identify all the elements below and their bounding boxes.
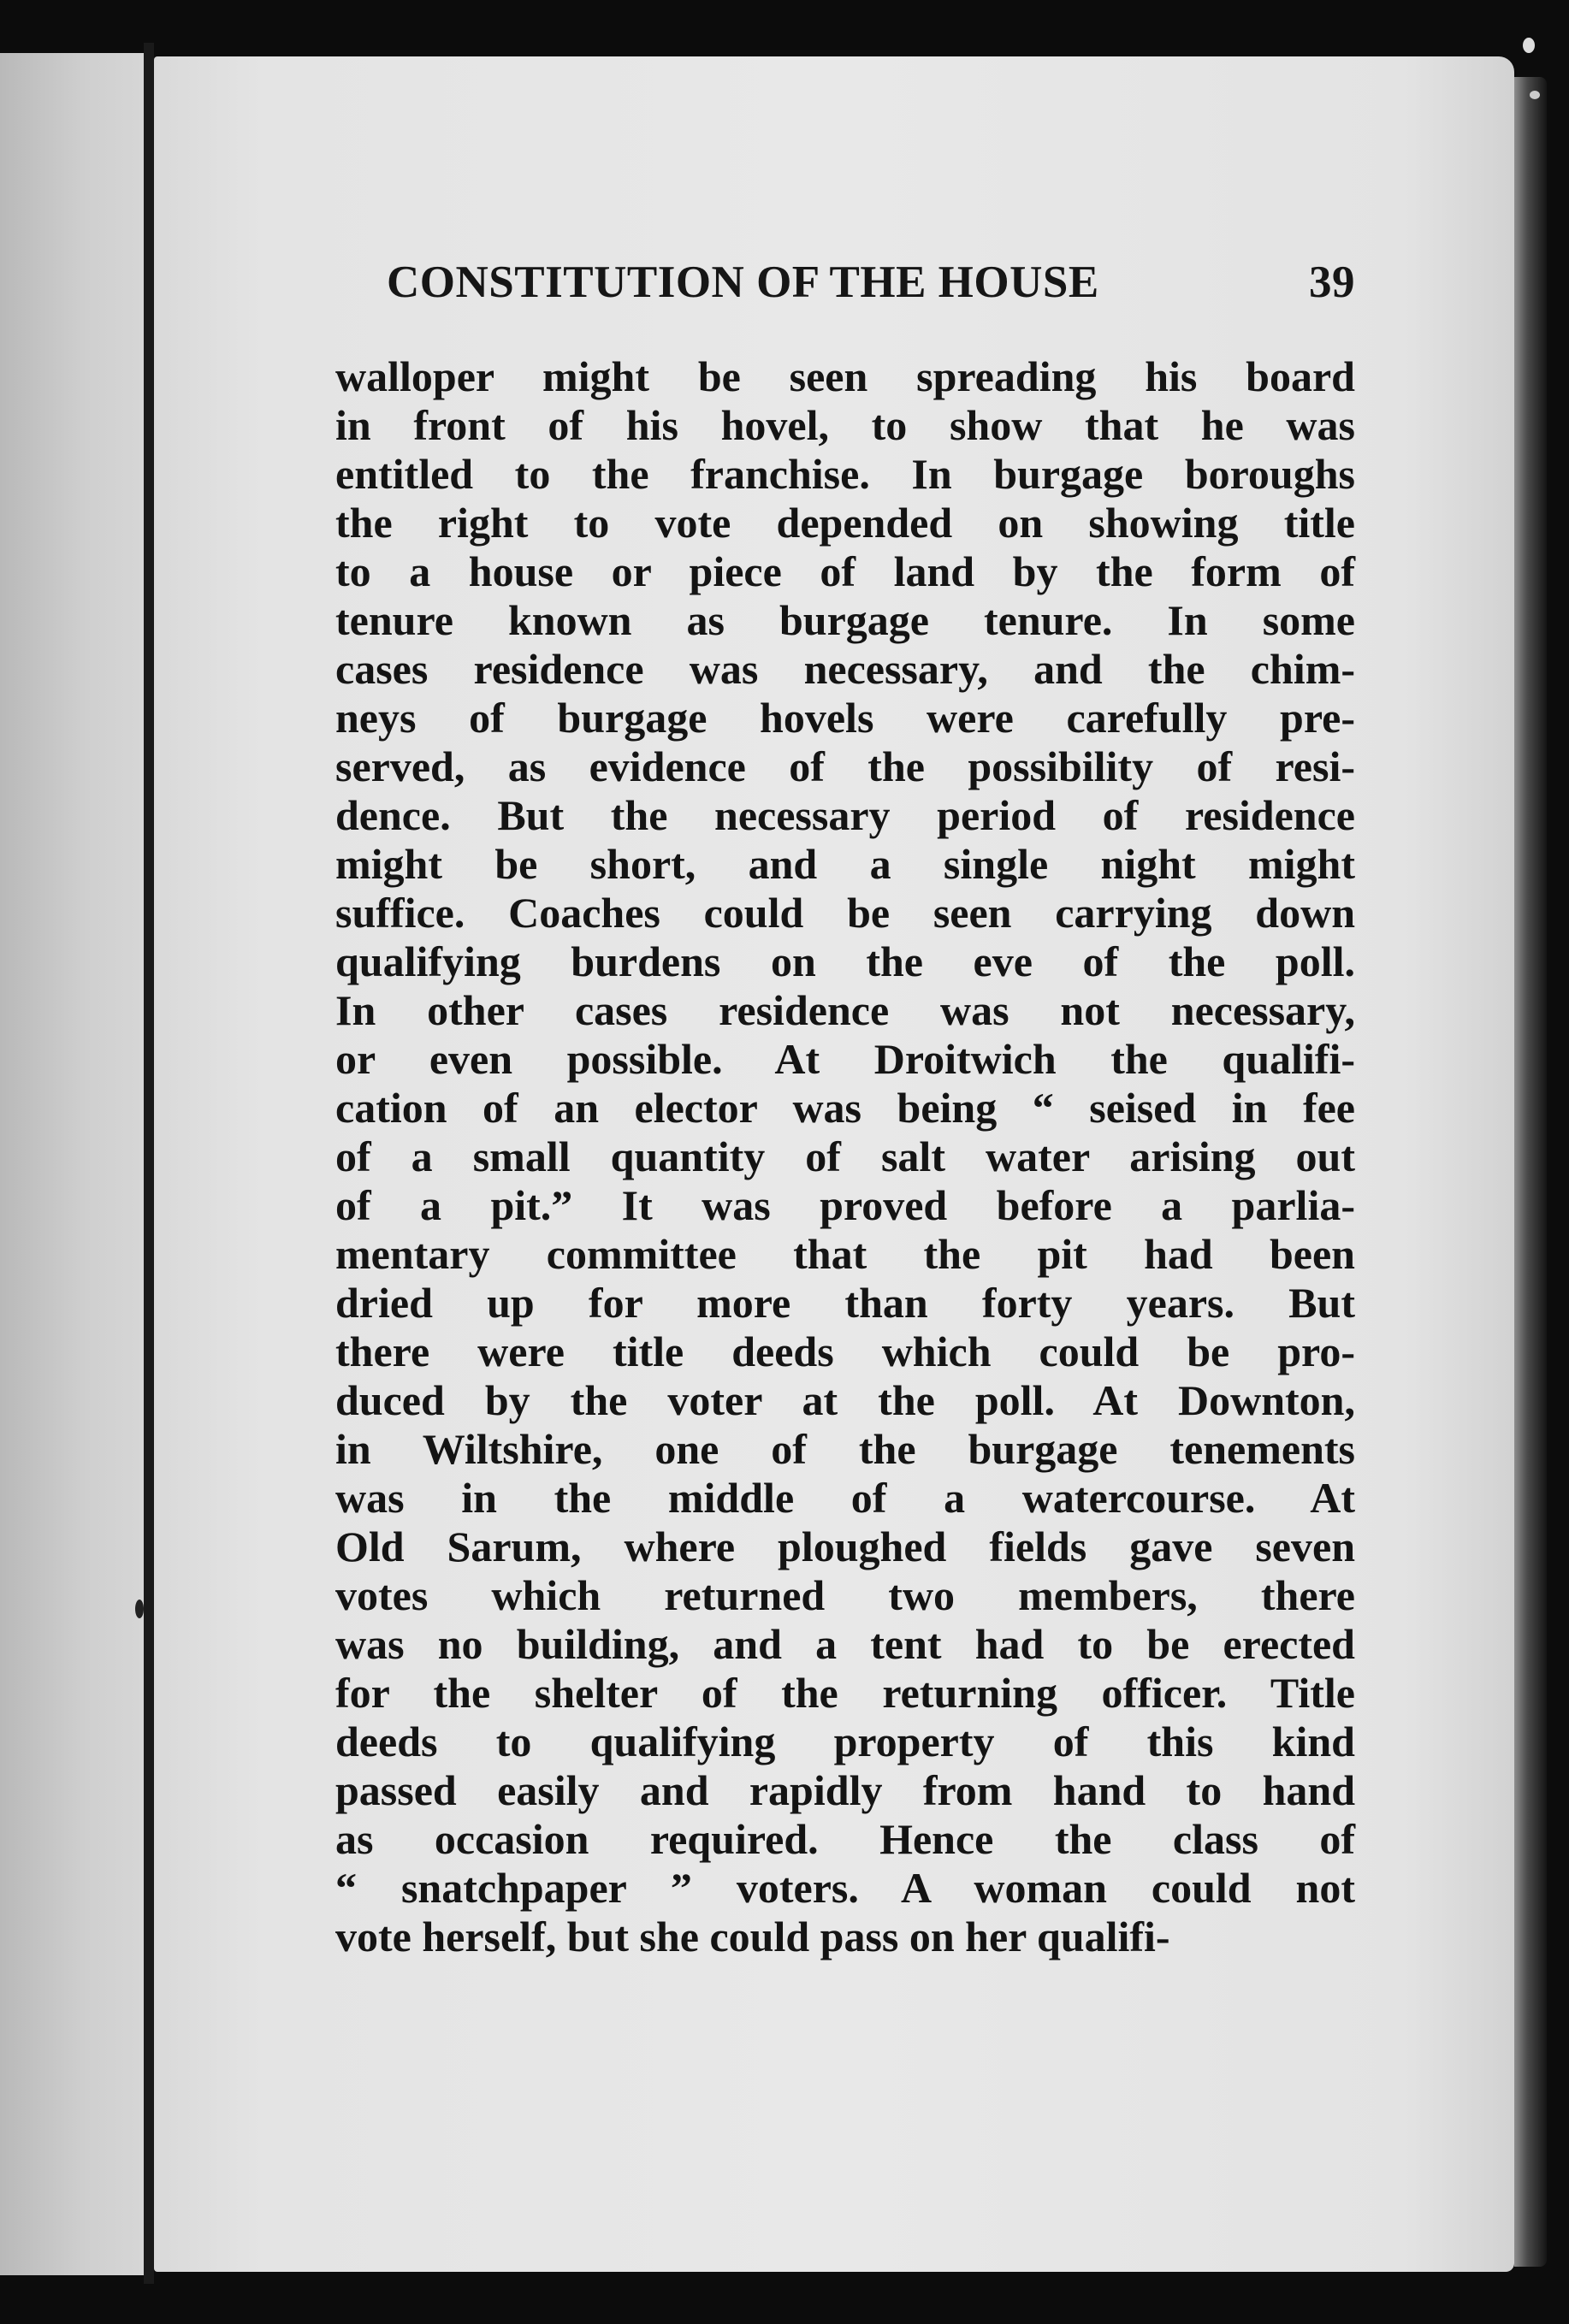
text-line: was in the middle of a watercourse. At [335, 1474, 1355, 1522]
text-line: or even possible. At Droitwich the qualifi- [335, 1035, 1355, 1083]
text-line: deeds to qualifying property of this kind [335, 1718, 1355, 1765]
text-line: walloper might be seen spreading his board [335, 352, 1355, 400]
text-line: there were title deeds which could be pro- [335, 1328, 1355, 1375]
page-header [387, 257, 1355, 308]
facing-page-edge [0, 53, 144, 2275]
text-line: the right to vote depended on showing title [335, 499, 1355, 547]
running-head: CONSTITUTION OF THE HOUSE [387, 257, 1099, 307]
text-line: Old Sarum, where ploughed fields gave seven [335, 1523, 1355, 1570]
page-number: 39 [1309, 257, 1355, 307]
text-line: might be short, and a single night might [335, 840, 1355, 888]
text-line: of a small quantity of salt water arising out [335, 1132, 1355, 1180]
text-line: duced by the voter at the poll. At Downton, [335, 1376, 1355, 1424]
text-line: cases residence was necessary, and the chim- [335, 645, 1355, 693]
text-line: for the shelter of the returning officer. Title [335, 1669, 1355, 1717]
page-edge-shadow [1514, 77, 1547, 2267]
text-line: cation of an elector was being “ seised in fee [335, 1084, 1355, 1132]
text-line: dence. But the necessary period of residence [335, 791, 1355, 839]
text-line: passed easily and rapidly from hand to hand [335, 1766, 1355, 1814]
text-line: neys of burgage hovels were carefully pre- [335, 694, 1355, 742]
text-line: dried up for more than forty years. But [335, 1279, 1355, 1327]
book-gutter [144, 43, 154, 2284]
text-line: vote herself, but she could pass on her qualifi- [335, 1913, 1170, 1960]
text-line: in front of his hovel, to show that he was [335, 401, 1355, 449]
speck-mark [1530, 91, 1540, 99]
text-line: votes which returned two members, there [335, 1571, 1355, 1619]
text-line: “ snatchpaper ” voters. A woman could not [335, 1864, 1355, 1912]
text-line: suffice. Coaches could be seen carrying down [335, 889, 1355, 937]
speck-mark [1523, 38, 1535, 53]
text-line: of a pit.” It was proved before a parlia- [335, 1181, 1355, 1229]
text-line: qualifying burdens on the eve of the poll. [335, 937, 1355, 985]
text-line: as occasion required. Hence the class of [335, 1815, 1355, 1863]
text-line: tenure known as burgage tenure. In some [335, 596, 1355, 644]
text-line: in Wiltshire, one of the burgage tenements [335, 1425, 1355, 1473]
text-line: In other cases residence was not necessary, [335, 986, 1355, 1034]
text-line: to a house or piece of land by the form of [335, 547, 1355, 595]
text-line: served, as evidence of the possibility of resi- [335, 742, 1355, 790]
body-text [335, 352, 1355, 1961]
speck-mark [135, 1600, 144, 1618]
text-line: mentary committee that the pit had been [335, 1230, 1355, 1278]
text-line: was no building, and a tent had to be erected [335, 1620, 1355, 1668]
text-line: entitled to the franchise. In burgage boroughs [335, 450, 1355, 498]
